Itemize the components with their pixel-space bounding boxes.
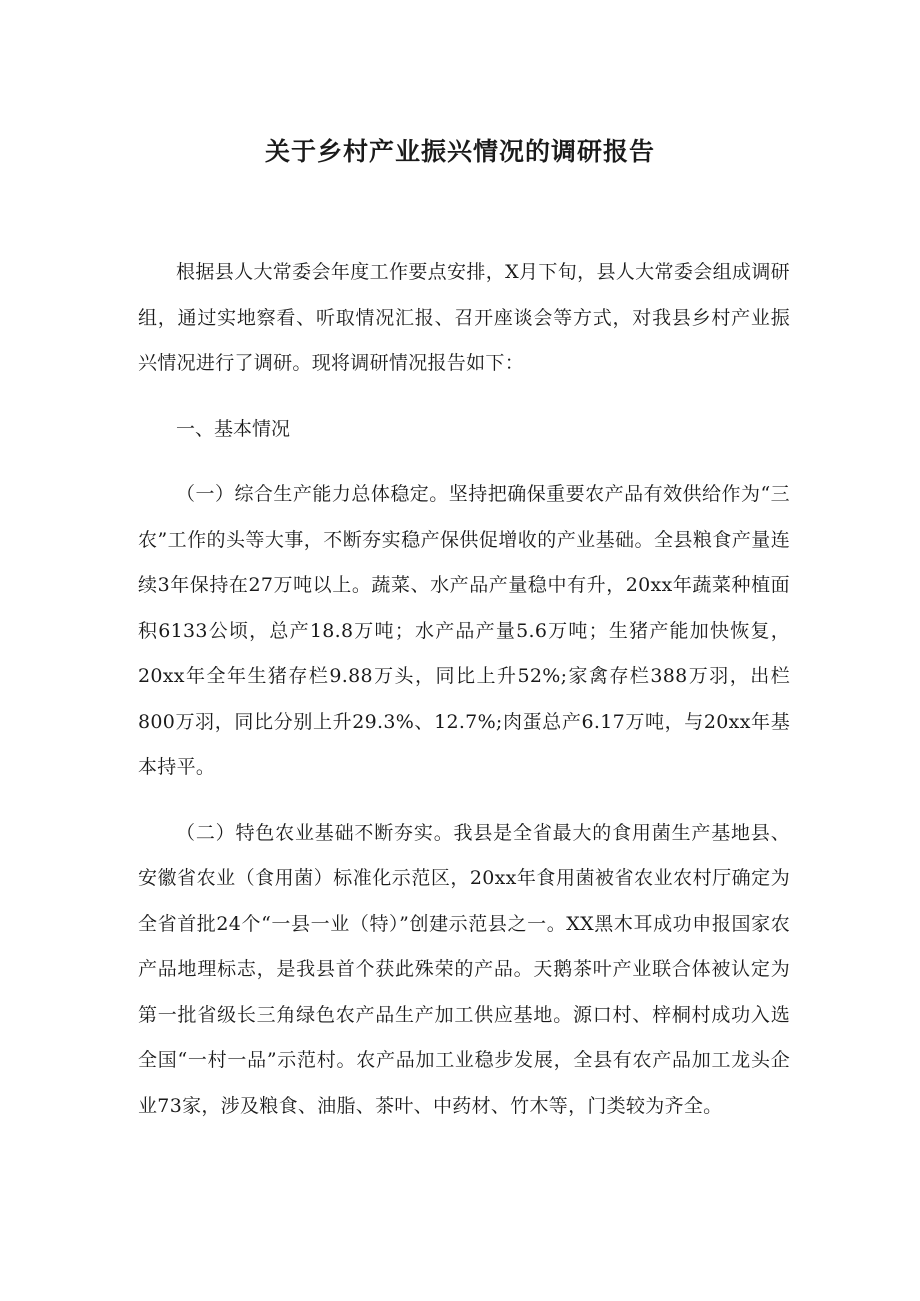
section-heading-basic-situation: 一、基本情况 [176,417,291,440]
intro-paragraph: 根据县人大常委会年度工作要点安排，X月下旬，县人大常委会组成调研组，通过实地察看、听取情况汇报、召开座谈会等方式，对我县乡村产业振兴情况进行了调研。现将调研情况报告如下： [138,261,790,374]
document-title: 关于乡村产业振兴情况的调研报告 [264,137,655,166]
paragraph-specialty-agriculture: （二）特色农业基础不断夯实。我县是全省最大的食用菌生产基地县、安徽省农业（食用菌）标准化示范区，20xx年食用菌被省农业农村厅确定为全省首批24个“一县一业（特）”创建示范县之一。XX黑木耳成功申报国家农产品地理标志，是我县首个获此殊荣的产品。天鹅茶叶产业联合体被认定为第一批省级长三角绿色农产品生产加工供应基地。源口村、梓桐村成功入选全国“一村一品”示范村。农产品加工业稳步发展，全县有农产品加工龙头企业73家，涉及粮食、油脂、茶叶、中药材、竹木等，门类较为齐全。 [138,821,790,1117]
document-body [138,250,790,1129]
paragraph-production-capacity: （一）综合生产能力总体稳定。坚持把确保重要农产品有效供给作为“三农”工作的头等大事，不断夯实稳产保供促增收的产业基础。全县粮食产量连续3年保持在27万吨以上。蔬菜、水产品产量稳中有升，20xx年蔬菜种植面积6133公顷，总产18.8万吨；水产品产量5.6万吨；生猪产能加快恢复，20xx年全年生猪存栏9.88万头，同比上升52%;家禽存栏388万羽，出栏800万羽，同比分别上升29.3%、12.7%;肉蛋总产6.17万吨，与20xx年基本持平。 [138,483,790,778]
